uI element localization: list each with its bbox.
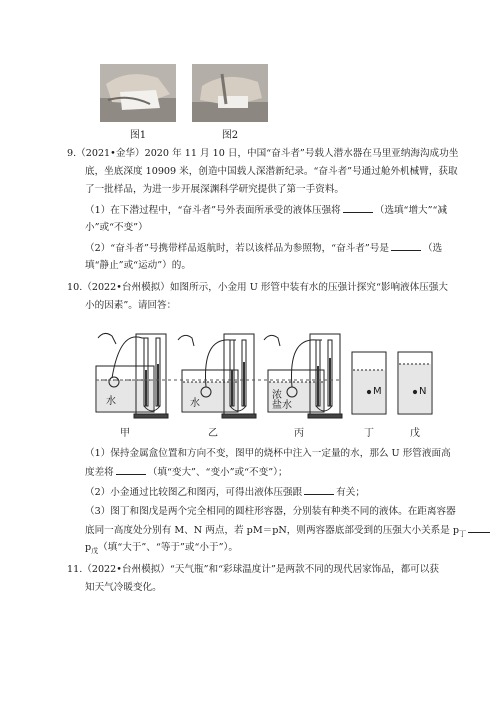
- q9-sub1-text-b: （选填“增大”“减: [374, 205, 448, 216]
- label-water-yi: 水: [190, 398, 200, 409]
- q10-sub3-line-3: [85, 541, 238, 558]
- label-wu: 戊: [410, 428, 420, 439]
- q9-sub2-answer-blank[interactable]: [391, 241, 421, 251]
- q9-sub2-text-a: （2）“奋斗者”号携带样品返航时，若以该样品为参照物，“奋斗者”号是: [85, 243, 389, 254]
- q10-sub1-text-b: 度差将: [85, 467, 114, 478]
- apparatus-figure: [90, 320, 440, 440]
- label-ding: 丁: [364, 428, 374, 439]
- q9-line-1: 9.（2021•金华）2020 年 11 月 10 日，中国“奋斗者”号载人潜水器在马里亚纳海沟成功坐: [67, 148, 459, 159]
- q10-sub1-line-1: （1）保持金属盒位置和方向不变，图甲的烧杯中注入一定量的水，那么 U 形管液面高: [85, 448, 451, 459]
- label-jia: 甲: [120, 428, 130, 439]
- q10-sub3-p: p: [85, 542, 92, 553]
- q10-sub3-answer-blank[interactable]: [468, 523, 490, 533]
- q10-sub3-line-2: [85, 523, 492, 541]
- label-bing: 丙: [294, 428, 304, 439]
- q9-sub2-text-b: （选: [422, 243, 443, 254]
- q9-line-2: 底，坐底深度 10909 米，创造中国载人深潜新纪录。“奋斗者”号通过舱外机械臂，获取: [85, 166, 458, 177]
- q9-sub1: [85, 203, 447, 217]
- q11-line-1: 11.（2022•台州模拟）“天气瓶”和“彩球温度计”是两款不同的现代居家饰品，都可以获: [67, 564, 439, 575]
- photo-figure-group: [100, 64, 400, 140]
- label-water-jia: 水: [106, 396, 116, 407]
- q9-sub1-text-a: （1）在下潜过程中，“奋斗者”号外表面所承受的液体压强将: [85, 205, 341, 216]
- q10-sub3-text-c: （填“大于”、“等于”或“小于”）。: [98, 542, 238, 553]
- photo-1: [100, 64, 176, 122]
- q10-sub3-line-1: （3）图丁和图戊是两个完全相同的圆柱形容器，分别装有种类不同的液体。在距离容器: [85, 506, 456, 517]
- q9-sub2: [85, 241, 442, 255]
- q10-line-2: 小的因素”。请回答：: [85, 300, 177, 311]
- caption-figure-2: 图2: [221, 130, 239, 141]
- label-salt: 盐: [272, 400, 282, 411]
- label-yi: 乙: [208, 428, 218, 439]
- photo-2: [192, 64, 268, 122]
- q10-sub2-text-a: （2）小金通过比较图乙和图丙，可得出液体压强跟: [85, 487, 303, 498]
- q10-sub2: [85, 485, 365, 499]
- q10-sub2-text-b: 有关；: [336, 487, 365, 498]
- q9-sub2-cont: 填“静止”或“运动”）的。: [85, 260, 191, 271]
- label-point-n: N: [419, 386, 427, 397]
- q10-sub1-text-c: （填“变大”、“变小”或“不变”）；: [147, 467, 288, 478]
- q10-line-1: 10.（2022•台州模拟）如图所示，小金用 U 形管中装有水的压强计探究“影响液体压强大: [67, 282, 449, 293]
- q9-sub1-cont: 小”或“不变”）: [85, 222, 148, 233]
- q9-line-3: 了一批样品，为进一步开展深渊科学研究提供了第一手资料。: [85, 184, 345, 195]
- q10-sub2-answer-blank[interactable]: [304, 485, 334, 495]
- q10-sub1-line-2: [85, 465, 288, 479]
- q10-sub3-text-b: 底同一高度处分别有 M、N 两点，若 pM＝pN，则两容器底部受到的压强大小关系是 p: [85, 525, 460, 536]
- q10-sub1-answer-blank[interactable]: [116, 465, 146, 475]
- q9-sub1-answer-blank[interactable]: [343, 203, 373, 213]
- q10-sub3-subscript-ding: 丁: [459, 529, 467, 538]
- caption-figure-1: 图1: [129, 130, 147, 141]
- label-point-m: M: [373, 386, 382, 397]
- q11-line-2: 知天气冷暖变化。: [85, 582, 162, 593]
- q10-sub3-subscript-wu: 戊: [91, 546, 99, 555]
- label-salt-water: 水: [282, 400, 292, 411]
- label-salt-prefix: 浓: [272, 390, 282, 401]
